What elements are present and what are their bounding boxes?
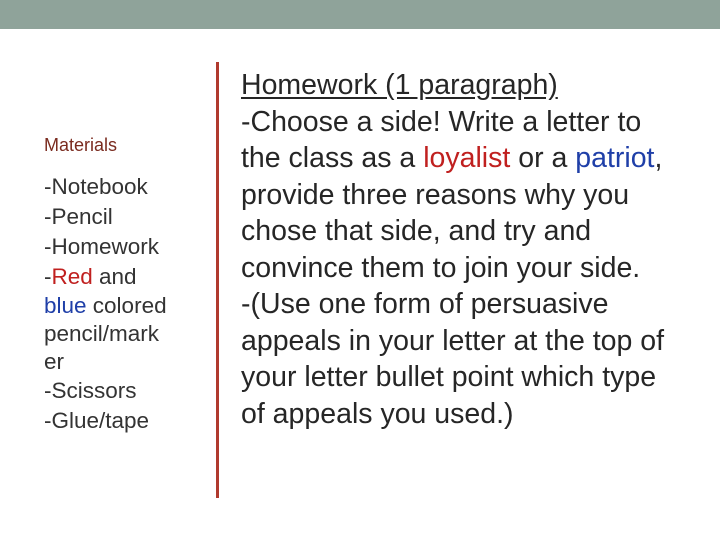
list-item-er: er bbox=[44, 349, 65, 374]
list-item-pencil: -Pencil bbox=[44, 204, 113, 229]
para1-part-b: or a bbox=[510, 142, 576, 174]
list-item-glue: -Glue/tape bbox=[44, 408, 150, 433]
dash-text: - bbox=[44, 264, 52, 289]
top-bar bbox=[0, 0, 720, 29]
list-item-notebook: -Notebook bbox=[44, 174, 148, 199]
red-word: Red bbox=[51, 264, 93, 289]
para1-part-c: , provide three reasons why you chose that side, and try and convince them to join your side. bbox=[241, 142, 663, 284]
homework-paragraph-2: -(Use one form of persuasive appeals in your letter at the top of your letter bullet point which type of appeals you used.) bbox=[241, 288, 665, 430]
homework-block bbox=[241, 67, 681, 432]
para1-part-a: -Choose a side! Write a letter to the class as a bbox=[241, 105, 642, 174]
homework-paragraph-1 bbox=[241, 104, 681, 287]
blue-word: blue bbox=[44, 293, 87, 318]
and-text: and bbox=[92, 264, 137, 289]
list-item-scissors: -Scissors bbox=[44, 378, 137, 403]
materials-list bbox=[44, 172, 204, 436]
list-item-blue-line bbox=[44, 292, 204, 320]
vertical-divider bbox=[216, 62, 219, 498]
patriot-word: patriot bbox=[575, 142, 655, 174]
colored-text: colored bbox=[86, 293, 167, 318]
list-item-pencilmark: pencil/mark bbox=[44, 321, 160, 346]
loyalist-word: loyalist bbox=[423, 142, 511, 174]
homework-title: Homework (1 paragraph) bbox=[241, 69, 558, 101]
list-item-red-blue bbox=[44, 262, 204, 292]
list-item-homework: -Homework bbox=[44, 234, 160, 259]
materials-title: Materials bbox=[44, 135, 118, 155]
